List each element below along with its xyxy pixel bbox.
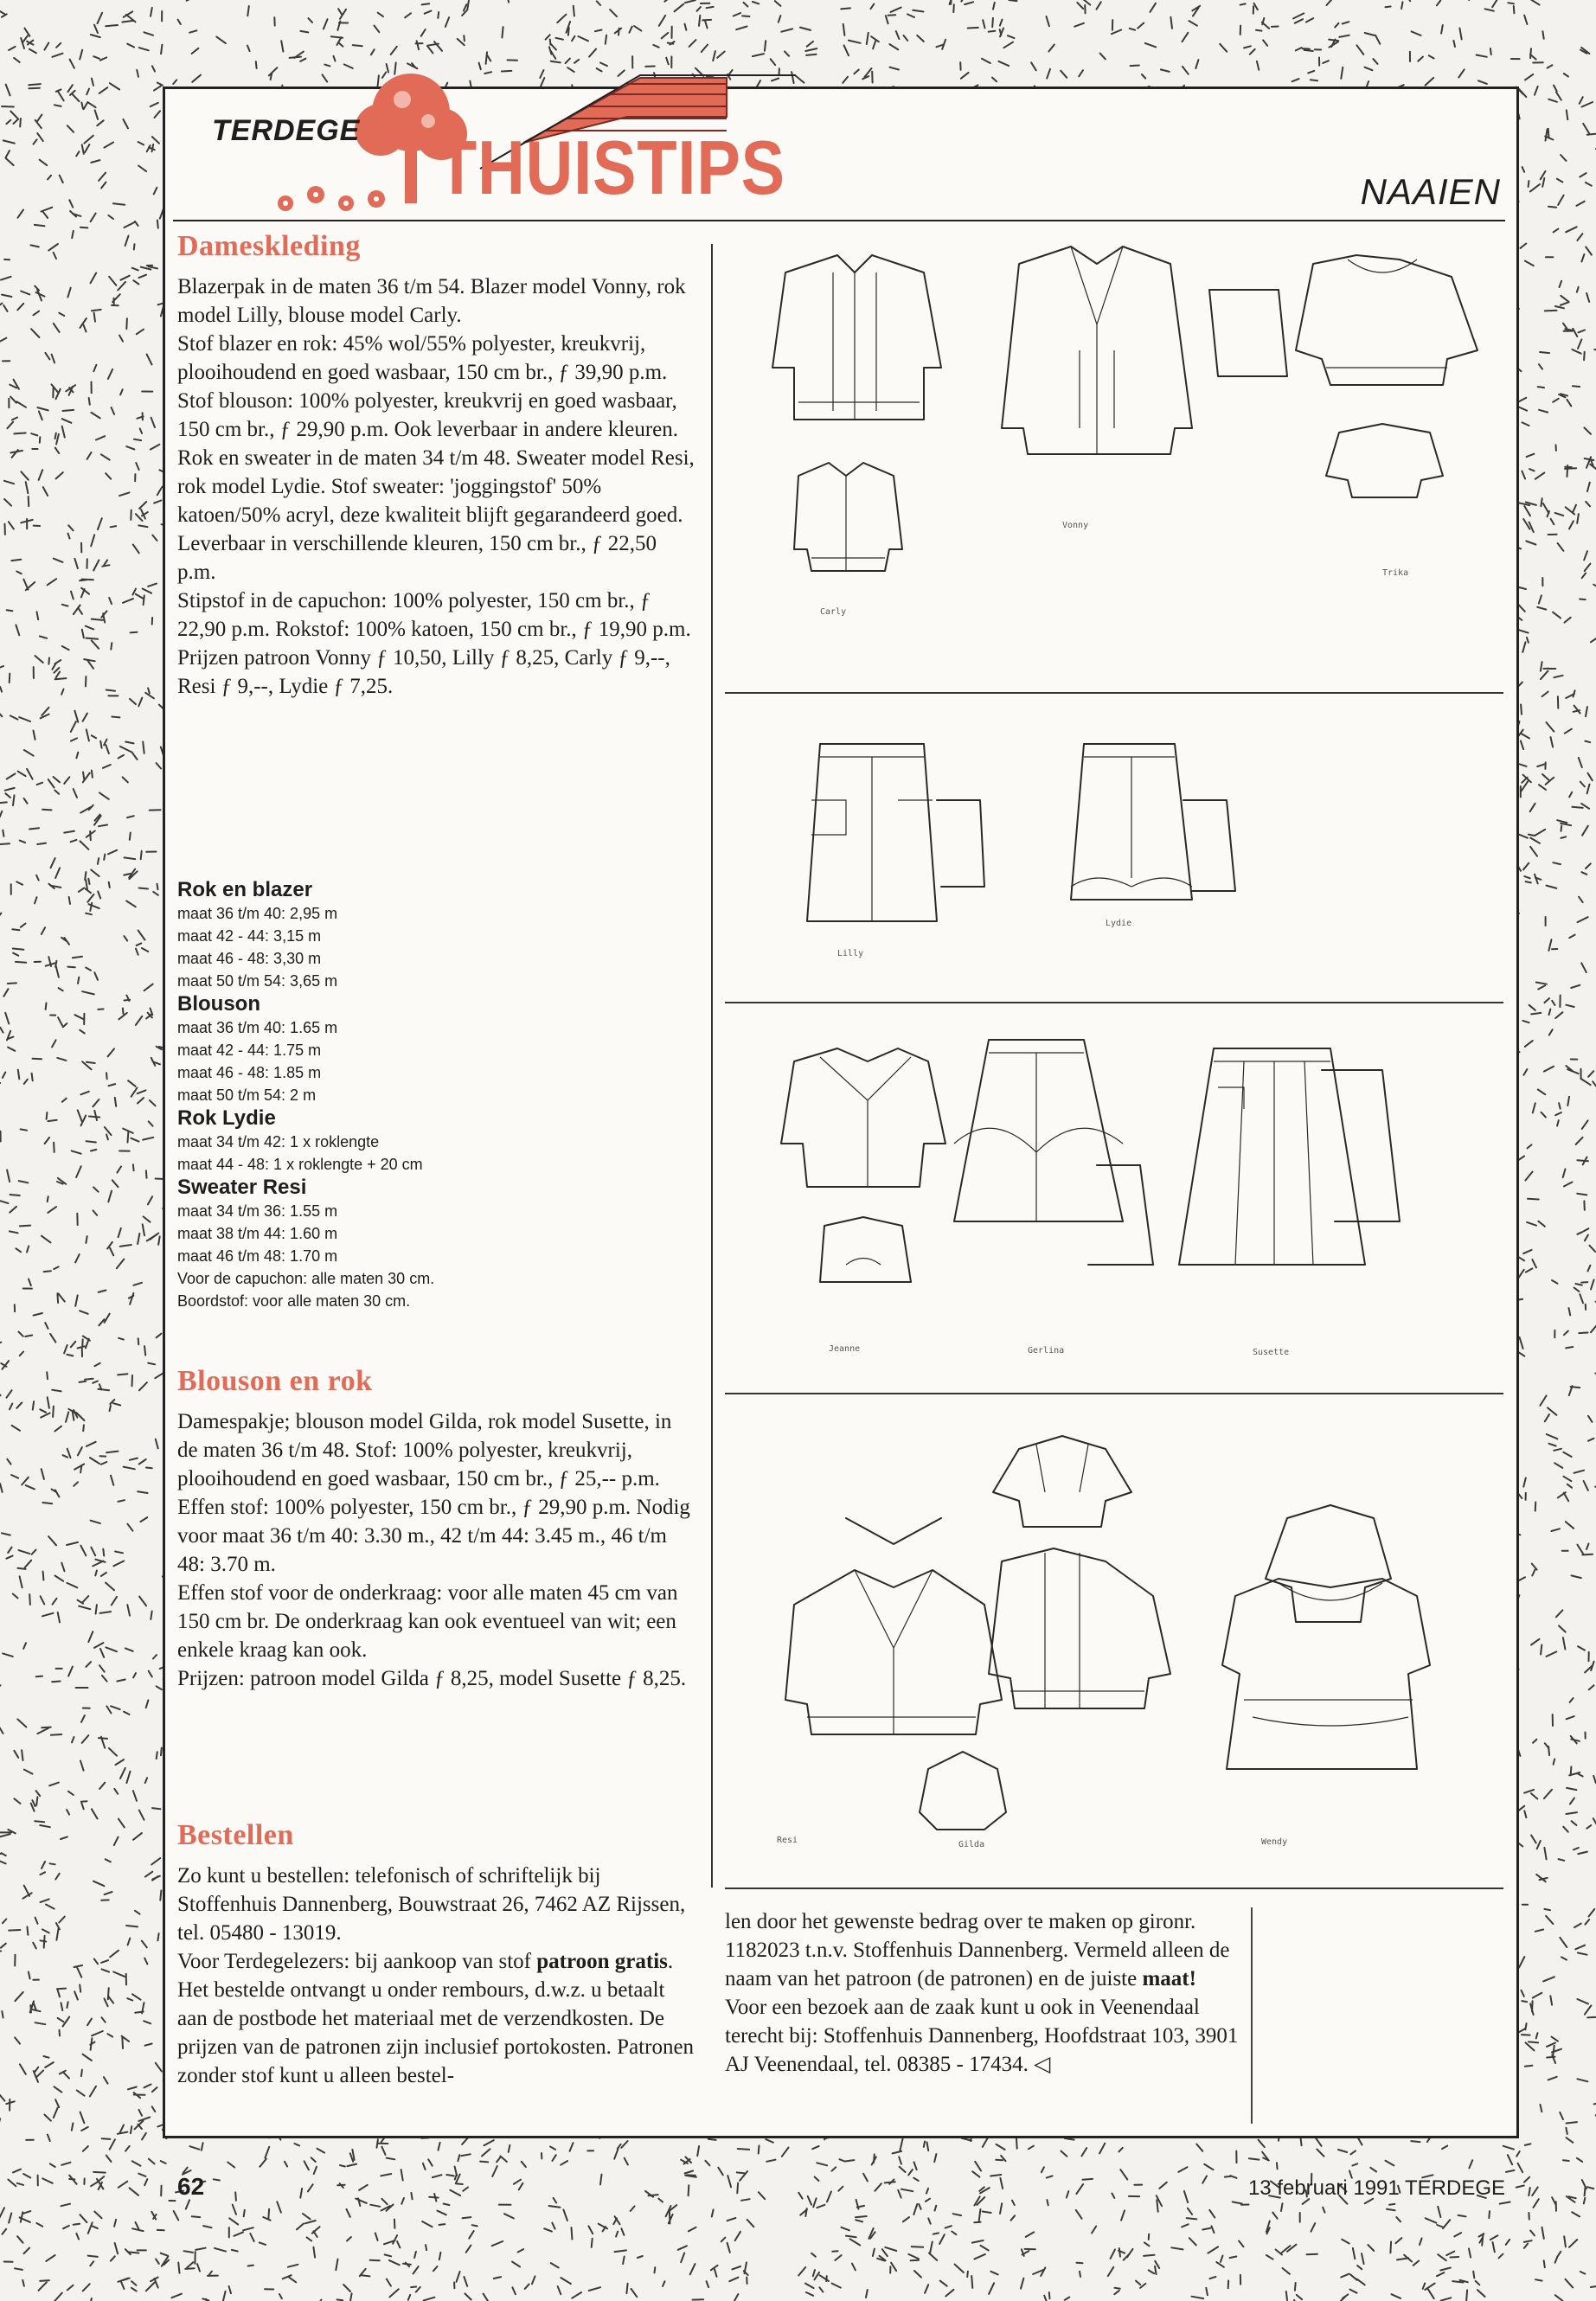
- pattern-caption: Trika: [1382, 568, 1409, 578]
- table-row: maat 42 - 44: 3,15 m: [177, 927, 322, 945]
- fabric-requirements-table: [177, 878, 696, 1312]
- pattern-caption: Lydie: [1106, 919, 1132, 928]
- pattern-caption: Carly: [820, 607, 847, 617]
- bestellen-section: [177, 1821, 696, 2090]
- pattern-caption: Vonny: [1062, 521, 1089, 530]
- column-divider: [1251, 1907, 1253, 2124]
- table-group-title: Rok Lydie: [177, 1106, 276, 1130]
- page-title: THUISTIPS: [437, 125, 785, 210]
- page-number: 62: [177, 2173, 205, 2200]
- table-row: maat 38 t/m 44: 1.60 m: [177, 1225, 338, 1242]
- illustration-panel-blouses: [725, 1014, 1503, 1386]
- table-group-title: Sweater Resi: [177, 1176, 307, 1199]
- table-row: maat 50 t/m 54: 3,65 m: [177, 972, 338, 990]
- panel-divider: [725, 692, 1503, 694]
- table-row: maat 50 t/m 54: 2 m: [177, 1086, 317, 1104]
- dameskleding-paragraph: Rok en sweater in de maten 34 t/m 48. Sweater model Resi, rok model Lydie. Stof sweater: 'joggingstof' 50% katoen/50% acryl, deze kwaliteit blijft gegarandeerd goed. Leverbaar in verschillende kleuren, 150 cm br., ƒ 22,50 p.m.: [177, 446, 695, 584]
- panel-divider: [725, 1393, 1503, 1394]
- blouson-paragraph: Prijzen: patroon model Gilda ƒ 8,25, model Susette ƒ 8,25.: [177, 1667, 687, 1690]
- bestellen-text: Zo kunt u bestellen: telefonisch of schriftelijk bij Stoffenhuis Dannenberg, Bouwstraat 26, 7462 AZ Rijssen, tel. 05480 - 13019.: [177, 1864, 686, 1945]
- bestellen-text: [177, 1947, 696, 2090]
- dameskleding-paragraph: Stipstof in de capuchon: 100% polyester, 150 cm br., ƒ 22,90 p.m. Rokstof: 100% katoen, 150 cm br., ƒ 19,90 p.m.: [177, 589, 691, 641]
- table-row: maat 34 t/m 36: 1.55 m: [177, 1202, 338, 1220]
- section-label: NAAIEN: [1360, 171, 1501, 212]
- table-row: maat 36 t/m 40: 2,95 m: [177, 905, 338, 922]
- issue-date: 13 februari 1991 TERDEGE: [1247, 2176, 1505, 2200]
- dameskleding-paragraph: Prijzen patroon Vonny ƒ 10,50, Lilly ƒ 8,25, Carly ƒ 9,--, Resi ƒ 9,--, Lydie ƒ 7,25.: [177, 646, 670, 698]
- dameskleding-section: [177, 232, 696, 701]
- pattern-caption: Jeanne: [829, 1344, 861, 1354]
- bestellen-text-part: len door het gewenste bedrag over te maken op gironr. 1182023 t.n.v. Stoffenhuis Dannenberg. Vermeld alleen de naam van het patroon (de patronen) en de juiste: [725, 1910, 1230, 1990]
- blouson-heading: Blouson en rok: [177, 1365, 373, 1397]
- table-row: Boordstof: voor alle maten 30 cm.: [177, 1292, 411, 1310]
- table-group-title: Blouson: [177, 992, 260, 1016]
- dameskleding-paragraph: Stof blazer en rok: 45% wol/55% polyester, kreukvrij, plooihoudend en goed wasbaar, 150 cm br., ƒ 39,90 p.m.: [177, 332, 668, 384]
- brand-name: TERDEGE: [212, 114, 361, 147]
- sewing-pattern-drawings: [725, 238, 1503, 688]
- pattern-caption: Wendy: [1261, 1837, 1288, 1847]
- panel-divider: [725, 1888, 1503, 1889]
- table-row: maat 44 - 48: 1 x roklengte + 20 cm: [177, 1156, 423, 1173]
- header-divider: [173, 220, 1505, 221]
- dameskleding-paragraph: Blazerpak in de maten 36 t/m 54. Blazer model Vonny, rok model Lilly, blouse model Carly.: [177, 275, 686, 327]
- table-row: maat 46 t/m 48: 1.70 m: [177, 1247, 338, 1265]
- pattern-caption: Gerlina: [1028, 1346, 1065, 1356]
- bestellen-continued: [725, 1907, 1240, 2079]
- illustration-panel-skirts: [725, 705, 1503, 990]
- table-group-title: Rok en blazer: [177, 878, 313, 901]
- table-row: maat 46 - 48: 3,30 m: [177, 950, 322, 967]
- sewing-pattern-drawings: [725, 1406, 1503, 1877]
- sewing-pattern-drawings: [725, 1014, 1503, 1386]
- sewing-pattern-drawings: [725, 705, 1503, 990]
- pattern-caption: Gilda: [958, 1840, 985, 1849]
- table-row: maat 42 - 44: 1.75 m: [177, 1042, 322, 1059]
- table-row: maat 34 t/m 42: 1 x roklengte: [177, 1133, 380, 1150]
- table-row: maat 46 - 48: 1.85 m: [177, 1064, 322, 1081]
- column-divider: [711, 244, 713, 1888]
- dameskleding-paragraph: Stof blouson: 100% polyester, kreukvrij en goed wasbaar, 150 cm br., ƒ 29,90 p.m. Ook leverbaar in andere kleuren.: [177, 389, 678, 441]
- bestellen-emphasis: maat!: [1142, 1967, 1196, 1990]
- blouson-paragraph: Effen stof voor de onderkraag: voor alle maten 45 cm van 150 cm br. De onderkraag kan ook eventueel van wit; een enkele kraag kan ook.: [177, 1581, 678, 1662]
- illustration-panel-jackets: [725, 1406, 1503, 1877]
- bestellen-text-part: . Het bestelde ontvangt u onder rembours, d.w.z. u betaalt aan de postbode het materiaal met de verzendkosten. De prijzen van de patronen zijn inclusief portokosten. Patronen zonder stof kunt u alleen bestel-: [177, 1950, 695, 2087]
- bestellen-heading: Bestellen: [177, 1819, 294, 1851]
- table-row: maat 36 t/m 40: 1.65 m: [177, 1019, 338, 1036]
- blouson-paragraph: Damespakje; blouson model Gilda, rok model Susette, in de maten 36 t/m 48. Stof: 100% polyester, kreukvrij, plooihoudend en goed wasbaar, 150 cm br., ƒ 25,-- p.m. Effen stof: 100% polyester, 150 cm br., ƒ 29,90 p.m. Nodig voor maat 36 t/m 40: 3.30 m., 42 t/m 44: 3.45 m., 46 t/m 48: 3.70 m.: [177, 1410, 690, 1576]
- dameskleding-heading: Dameskleding: [177, 230, 361, 262]
- table-row: Voor de capuchon: alle maten 30 cm.: [177, 1270, 435, 1287]
- blouson-section: [177, 1367, 696, 1693]
- panel-divider: [725, 1002, 1503, 1003]
- pattern-caption: Lilly: [837, 949, 864, 958]
- bestellen-emphasis: patroon gratis: [536, 1950, 668, 1973]
- bestellen-text: Voor een bezoek aan de zaak kunt u ook in Veenendaal terecht bij: Stoffenhuis Dannenberg, Hoofdstraat 103, 3901 AJ Veenendaal, tel. 08385 - 17434. ◁: [725, 1996, 1239, 2076]
- bestellen-text-part: Voor Terdegelezers: bij aankoop van stof: [177, 1950, 537, 1973]
- pattern-caption: Resi: [777, 1836, 798, 1845]
- illustration-panel-blazer: [725, 238, 1503, 688]
- pattern-caption: Susette: [1253, 1348, 1290, 1357]
- bestellen-text: [725, 1907, 1240, 1993]
